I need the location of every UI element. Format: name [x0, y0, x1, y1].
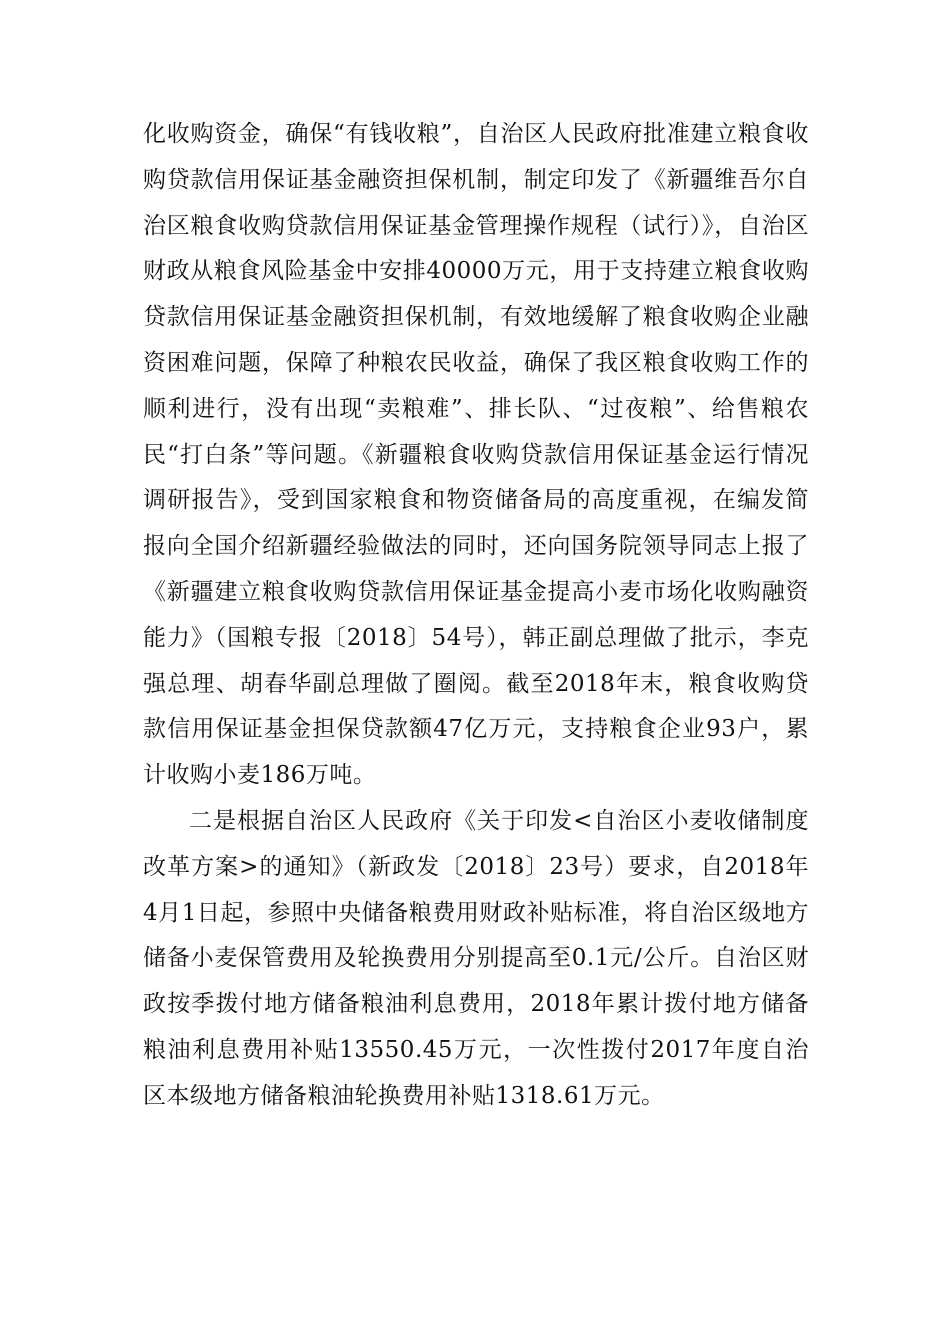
document-body: [143, 112, 809, 1120]
paragraph-funding-guarantee: 化收购资金，确保“有钱收粮”，自治区人民政府批准建立粮食收购贷款信用保证基金融资担保机制，制定印发了《新疆维吾尔自治区粮食收购贷款信用保证基金管理操作规程（试行）》，自治区财政从粮食风险基金中安排40000万元，用于支持建立粮食收购贷款信用保证基金融资担保机制，有效地缓解了粮食收购企业融资困难问题，保障了种粮农民收益，确保了我区粮食收购工作的顺利进行，没有出现“卖粮难”、排长队、“过夜粮”、给售粮农民“打白条”等问题。《新疆粮食收购贷款信用保证基金运行情况调研报告》，受到国家粮食和物资储备局的高度重视，在编发简报向全国介绍新疆经验做法的同时，还向国务院领导同志上报了《新疆建立粮食收购贷款信用保证基金提高小麦市场化收购融资能力》（国粮专报〔2018〕54号），韩正副总理做了批示，李克强总理、胡春华副总理做了圈阅。截至2018年末，粮食收购贷款信用保证基金担保贷款额47亿万元，支持粮食企业93户，累计收购小麦186万吨。: [143, 121, 809, 789]
paragraph-reserve-subsidy: 二是根据自治区人民政府《关于印发<自治区小麦收储制度改革方案>的通知》（新政发〔2018〕23号）要求，自2018年4月1日起，参照中央储备粮费用财政补贴标准，将自治区级地方储备小麦保管费用及轮换费用分别提高至0.1元/公斤。自治区财政按季拨付地方储备粮油利息费用，2018年累计拨付地方储备粮油利息费用补贴13550.45万元，一次性拨付2017年度自治区本级地方储备粮油轮换费用补贴1318.61万元。: [143, 807, 809, 1109]
